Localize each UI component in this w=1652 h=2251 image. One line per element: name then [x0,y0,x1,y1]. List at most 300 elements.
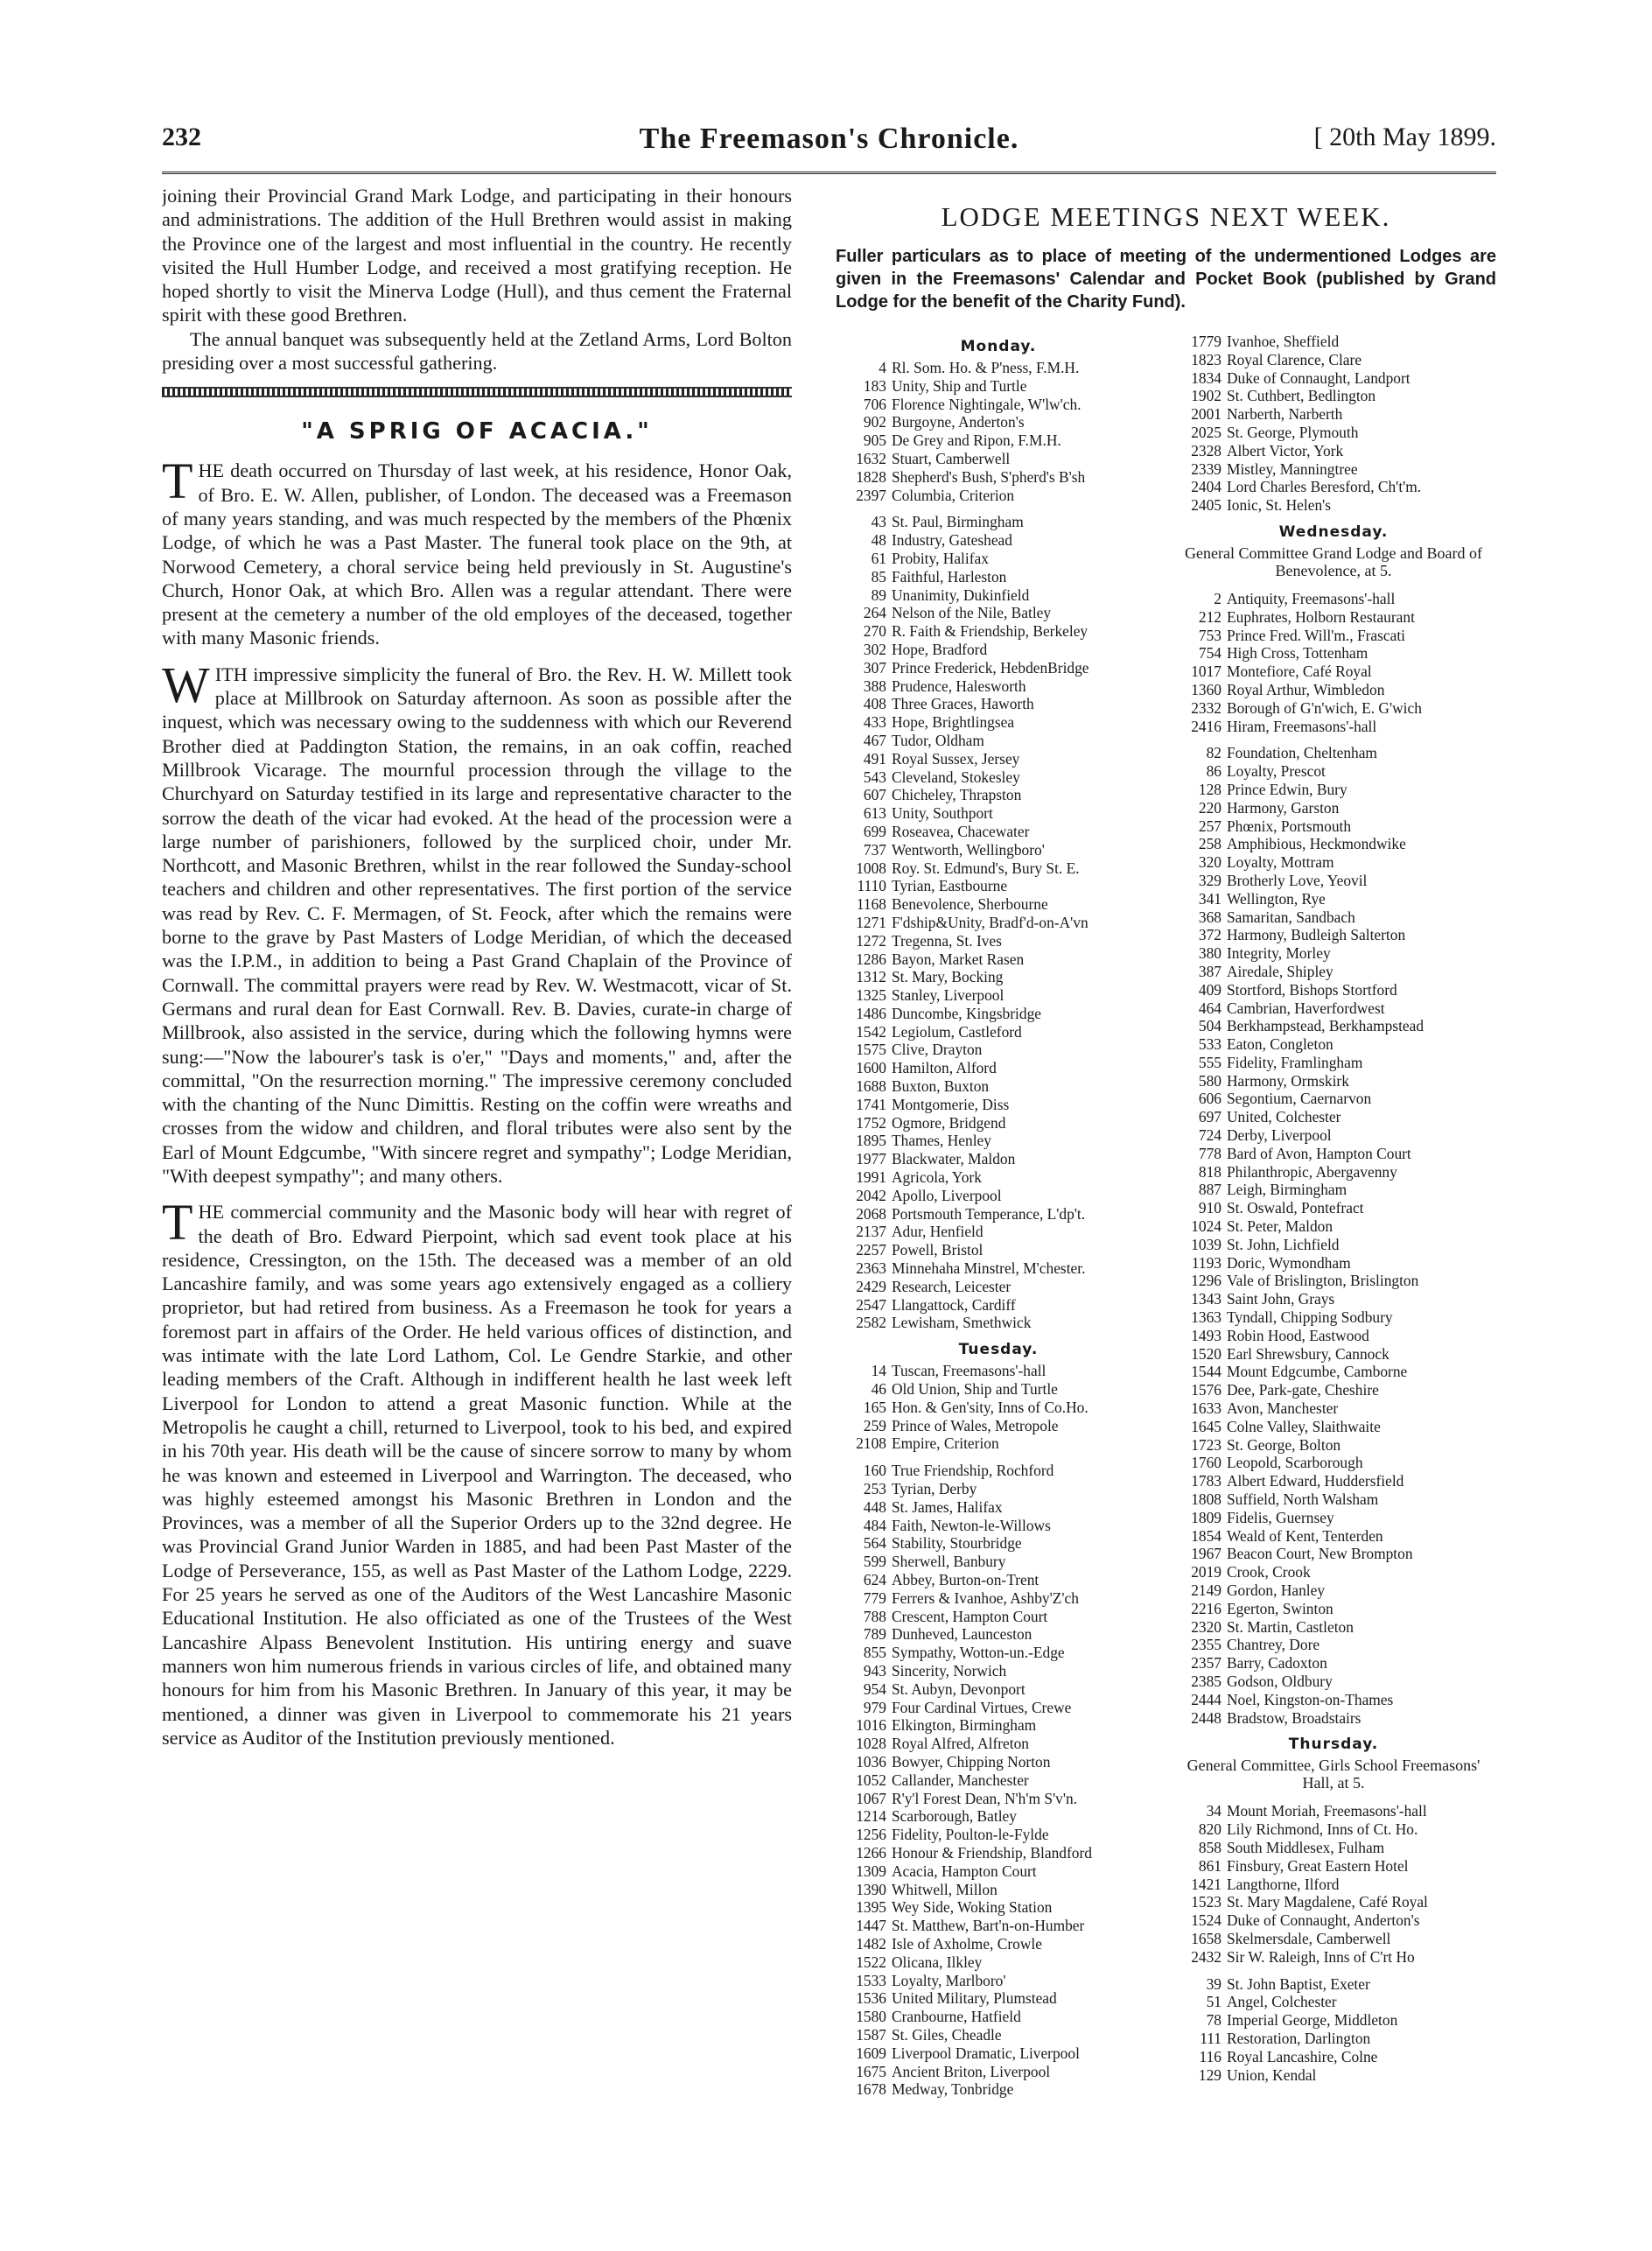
lodge-entry [836,641,1161,659]
lodge-number: 1658 [1191,1929,1222,1947]
lodge-name: Fidelity, Poulton-le-Fylde [892,1826,1049,1844]
lodge-entry [1171,1327,1496,1345]
lodge-number: 1576 [1191,1381,1222,1399]
lodge-number: 580 [1198,1071,1222,1090]
lodge-entry [1171,762,1496,781]
lodge-name: Noel, Kingston-on-Thames [1227,1690,1394,1708]
obituary-allen: THE death occurred on Thursday of last week, at his residence, Honor Oak, of Bro. E. W. Allen, publisher, of London. The deceased was a Freemason of many years standing, and was much respected by the members of the Phœnix Lodge, of which he was a Past Master. The funeral took place on the 9th, at Norwood Cemetery, a choral service being held previously in St. Augustine's Church, Honor Oak, at which Bro. Allen was a regular attendant. There were present at the cemetery a number of the old employes of the deceased, together with many Masonic friends. [162,452,792,649]
lodge-name: Earl Shrewsbury, Cannock [1227,1344,1390,1363]
lodge-number: 380 [1198,944,1222,963]
lodge-entry [1171,1709,1496,1728]
lodge-number: 1834 [1191,368,1222,387]
lodge-name: Tyrian, Derby [892,1480,977,1498]
lodge-number: 1168 [856,895,886,914]
lodge-number: 2149 [1191,1581,1222,1599]
lodge-number: 778 [1198,1144,1222,1162]
lodge-number: 943 [863,1661,886,1679]
lodge-name: Scarborough, Batley [892,1807,1017,1826]
lodge-number: 212 [1198,607,1222,626]
lodge-number: 607 [863,786,886,804]
lodge-entry [836,1881,1161,1899]
lodge-name: Albert Victor, York [1227,441,1344,459]
lodge-number: 388 [863,677,886,695]
lodge-number: 1036 [856,1752,886,1771]
lodge-name: St. Oswald, Pontefract [1227,1199,1364,1217]
lodge-entry [836,2008,1161,2026]
lodge-name: Narberth, Narberth [1227,405,1343,424]
lodge-number: 1723 [1191,1435,1222,1454]
lodge-number: 1272 [856,931,886,950]
lodge-number: 1991 [856,1168,886,1187]
lodge-name: Shepherd's Bush, S'pherd's B'sh [892,467,1086,486]
lodge-entry [836,468,1161,487]
lodge-name: Old Union, Ship and Turtle [892,1380,1058,1399]
lodge-name: St. Martin, Castleton [1227,1617,1354,1636]
right-column [836,184,1496,2197]
lodge-entry [1171,608,1496,627]
lodge-number: 2448 [1191,1708,1222,1727]
lodge-number: 484 [863,1516,886,1534]
lodge-number: 855 [863,1644,886,1662]
page-number: 232 [162,123,201,151]
lodge-number: 699 [863,822,886,840]
lodge-name: Imperial George, Middleton [1227,2011,1398,2030]
lodge-entry [836,1462,1161,1480]
lodge-number: 4 [878,359,886,376]
lodge-name: F'dship&Unity, Bradf'd-on-A'vn [892,913,1088,931]
lodge-number: 34 [1206,1802,1222,1820]
lodge-entry [836,950,1161,969]
lodge-number: 779 [863,1588,886,1607]
lodge-number: 910 [1198,1199,1222,1217]
lodge-entry [836,1517,1161,1535]
lodge-entry [1171,1145,1496,1163]
lodge-entry [1171,926,1496,944]
lodge-name: Empire, Criterion [892,1434,999,1453]
lodge-number: 2025 [1191,423,1222,441]
lodge-number: 1395 [856,1898,886,1917]
lodge-name: Olicana, Ilkley [892,1953,983,1971]
lodge-name: Hamilton, Alford [892,1059,997,1077]
lodge-name: Roseavea, Chacewater [892,822,1030,840]
lodge-name: Royal Arthur, Wimbledon [1227,680,1385,698]
lodge-number: 1902 [1191,387,1222,405]
lodge-entry [1171,442,1496,460]
lodge-name: Loyalty, Marlboro' [892,1971,1006,1989]
lodge-entry [836,1132,1161,1150]
lodge-number: 905 [863,431,886,450]
lodge-entry [836,1534,1161,1553]
lodge-number: 2385 [1191,1672,1222,1690]
lodge-group [1171,1975,1496,2085]
lodge-entry [1171,424,1496,442]
lodge-name: Hope, Bradford [892,640,988,658]
lodge-name: Duke of Connaught, Anderton's [1227,1911,1420,1930]
lodge-name: St. Peter, Maldon [1227,1217,1334,1236]
lodge-number: 1967 [1191,1545,1222,1563]
lodge-entry [1171,1911,1496,1930]
lodge-name: Philanthropic, Abergavenny [1227,1162,1397,1181]
lodge-number: 788 [863,1607,886,1625]
lodge-number: 448 [863,1497,886,1516]
lodge-name: R'y'l Forest Dean, N'h'm S'v'n. [892,1789,1078,1807]
lodge-number: 2397 [856,486,886,504]
lodge-name: Nelson of the Nile, Batley [892,604,1052,622]
lodge-entry [836,2026,1161,2044]
lodge-name: Liverpool Dramatic, Liverpool [892,2044,1080,2062]
lodge-number: 2363 [856,1259,886,1278]
lodge-name: Suffield, North Walsham [1227,1490,1379,1509]
lodge-name: St. George, Bolton [1227,1435,1341,1454]
lodge-number: 1760 [1191,1454,1222,1472]
lodge-number: 89 [871,586,886,604]
lodge-entry [1171,1236,1496,1254]
lodge-number: 1024 [1191,1217,1222,1236]
lodge-number: 1486 [856,1004,886,1022]
lodge-number: 1309 [856,1862,886,1880]
lodge-number: 624 [863,1571,886,1588]
lodge-name: Cleveland, Stokesley [892,768,1020,786]
lodge-entry [836,1168,1161,1187]
lodge-number: 1447 [856,1917,886,1935]
day-heading-tuesday: Tuesday. [958,1341,1039,1359]
lodge-name: Tyrian, Eastbourne [892,877,1008,895]
lodge-number: 1271 [856,913,886,931]
lodge-entry [836,1399,1161,1417]
lodge-entry [1171,1509,1496,1527]
lodge-number: 111 [1200,2029,1222,2047]
lodge-entry [1171,981,1496,999]
lodge-entry [1171,872,1496,890]
lodge-number: 753 [1198,626,1222,644]
lodge-name: Duncombe, Kingsbridge [892,1004,1041,1022]
lodge-entry [1171,799,1496,817]
lodge-name: Euphrates, Holborn Restaurant [1227,607,1415,626]
lodge-name: True Friendship, Rochford [892,1462,1054,1480]
lodge-number: 86 [1206,762,1222,781]
lodge-name: Dunheved, Launceston [892,1625,1032,1644]
lodge-number: 1580 [856,2008,886,2026]
lodge-name: Benevolence, Sherbourne [892,895,1048,914]
lodge-name: Mistley, Manningtree [1227,459,1358,478]
lodge-name: Elkington, Birmingham [892,1716,1037,1735]
lodge-group [1171,333,1496,515]
lodge-entry [1171,1857,1496,1876]
lodge-number: 820 [1198,1820,1222,1839]
lodge-entry [836,396,1161,414]
lodge-number: 1052 [856,1771,886,1789]
lodge-entry [836,1241,1161,1259]
meeting-note: General Committee Grand Lodge and Board of Benevolence, at 5. [1185,543,1482,579]
lodge-entry [1171,1472,1496,1490]
lodge-name: Mount Edgcumbe, Camborne [1227,1363,1408,1381]
issue-date: [ 20th May 1899. [1313,123,1496,151]
lodge-entry [1171,1993,1496,2011]
lodge-number: 2547 [856,1295,886,1314]
lodge-number: 2068 [856,1204,886,1223]
lodge-entry [1171,1108,1496,1126]
lodge-number: 1542 [856,1022,886,1041]
lodge-name: St. Matthew, Bart'n-on-Humber [892,1917,1085,1935]
lodge-entry [1171,1090,1496,1108]
lodge-entry [836,1826,1161,1844]
lodge-name: Godson, Oldbury [1227,1672,1333,1690]
lodge-entry [1171,1381,1496,1399]
lodge-entry [1171,1054,1496,1072]
lodge-name: Ancient Briton, Liverpool [892,2062,1051,2080]
lodge-entry [1171,1930,1496,1948]
lodge-name: Brotherly Love, Yeovil [1227,871,1368,889]
lodge-number: 737 [863,840,886,859]
lodge-name: Hiram, Freemasons'-hall [1227,717,1377,735]
lodge-number: 491 [863,749,886,768]
lodge-number: 43 [871,513,886,531]
lodge-number: 61 [871,549,886,567]
lodge-entry [1171,2030,1496,2048]
lodge-name: Montgomerie, Diss [892,1095,1010,1113]
lodge-entry [1171,1254,1496,1273]
lodge-name: Acacia, Hampton Court [892,1862,1037,1880]
lodge-number: 467 [863,731,886,749]
lodge-number: 85 [871,567,886,586]
lodge-name: Weald of Kent, Tenterden [1227,1526,1383,1545]
lodge-number: 1823 [1191,350,1222,368]
lodge-entry [836,677,1161,696]
lodge-group [836,1462,1161,2099]
lodge-entry [1171,1072,1496,1090]
lodge-name: Isle of Axholme, Crowle [892,1934,1042,1953]
lodge-entry [1171,1199,1496,1217]
lodge-number: 2108 [856,1434,886,1453]
lodge-number: 1536 [856,1989,886,2008]
lodge-entry [836,1699,1161,1717]
lodge-number: 2405 [1191,496,1222,515]
lodge-entry [1171,1272,1496,1290]
lodge-name: Samaritan, Sandbach [1227,908,1355,926]
lodge-entry [836,1662,1161,1680]
lodge-entry [1171,351,1496,369]
lodge-number: 1363 [1191,1308,1222,1327]
lodge-name: Mount Moriah, Freemasons'-hall [1227,1802,1427,1820]
lodge-name: Wey Side, Woking Station [892,1898,1053,1917]
lodge-name: Sympathy, Wotton-un.-Edge [892,1644,1065,1662]
obituary-pierpoint: THE commercial community and the Masonic body will hear with regret of the death of Bro. Edward Pierpoint, which sad event took place at his residence, Cressington, on the 15th. The deceased was a member of an old Lancashire family, and was some years ago extensively engaged as a colliery proprietor, but had retired from business. As a Freemason he took for years a foremost part in affairs of the Order. He held various offices of distinction, and was intimate with the late Lord Lathom, Col. Le Gendre Starkie, and other leading members of the Craft. Although in indifferent health he last week left Liverpool for London to attend a great Masonic function. While at the Metropolis he caught a chill, returned to Liverpool, took to his bed, and expired in his 70th year. His death will be the cause of sincere sorrow to many by whom he was known and esteemed in Liverpool and Warrington. The deceased, who was highly esteemed amongst his Masonic Brethren in London and the Provinces, was a member of all the Superior Orders up to the 32nd degree. He was Provincial Grand Junior Warden in 1885, and had been Past Master of the Lodge of Perseverance, 155, as well as Past Master of the Lathom Lodge, 2229. For 25 years he served as one of the Auditors of the West Lancashire Masonic Educational Institution. He also officiated as one of the Trustees of the West Lancashire Alpass Benevolent Institution. His untiring energy and suave manners won him numerous friends in various circles of life, and obtained many honours for him from his Masonic Brethren. In January of this year, it may be mentioned, a dinner was given in Liverpool to commemorate his 21 years service as Auditor of the Institution previously mentioned. [162,1194,792,1749]
lodge-number: 1523 [1191,1893,1222,1911]
lodge-number: 1524 [1191,1911,1222,1930]
lodge-number: 706 [863,395,886,413]
lodge-number: 1360 [1191,680,1222,698]
lodge-entry [1171,1948,1496,1967]
lodge-name: Sincerity, Norwich [892,1661,1007,1679]
lodge-name: Four Cardinal Virtues, Crewe [892,1698,1072,1716]
lodge-number: 2432 [1191,1947,1222,1966]
lodge-number: 2582 [856,1314,886,1332]
lodge-group [1171,1802,1496,1966]
lodge-number: 2416 [1191,717,1222,735]
lodge-name: Derby, Liverpool [1227,1126,1332,1145]
lodge-entry [836,1096,1161,1114]
lodge-entry [1171,1820,1496,1839]
lodge-number: 861 [1198,1856,1222,1875]
lodge-number: 902 [863,413,886,431]
lodge-name: Apollo, Liverpool [892,1186,1002,1204]
lodge-number: 1895 [856,1132,886,1150]
lodge-entry [1171,627,1496,645]
lodge-entry [836,1735,1161,1753]
lodge-number: 887 [1198,1181,1222,1199]
lodge-name: Honour & Friendship, Blandford [892,1843,1092,1862]
lodge-entry [836,2080,1161,2099]
lodge-entry [836,659,1161,677]
lodge-number: 2320 [1191,1617,1222,1636]
lodge-number: 724 [1198,1126,1222,1145]
lodge-name: Barry, Cadoxton [1227,1654,1327,1672]
lodge-name: Legiolum, Castleford [892,1022,1022,1041]
lodge-name: Gordon, Hanley [1227,1581,1326,1599]
lodge-entry [836,1480,1161,1498]
lodge-number: 1067 [856,1789,886,1807]
lodge-number: 1312 [856,968,886,986]
lodge-name: St. Giles, Cheadle [892,2025,1002,2044]
lodge-number: 372 [1198,926,1222,944]
lodge-entry [836,359,1161,377]
lodge-entry [836,1553,1161,1571]
lodge-number: 1675 [856,2062,886,2080]
lodge-entry [1171,2066,1496,2085]
lodge-name: Roy. St. Edmund's, Bury St. E. [892,859,1080,877]
lodge-group [836,359,1161,504]
lodge-number: 302 [863,640,886,658]
lodge-name: Probity, Halifax [892,549,989,567]
lodge-entry [836,1571,1161,1589]
lodge-name: Royal Lancashire, Colne [1227,2047,1378,2065]
lodge-number: 1779 [1191,333,1222,350]
lodge-name: Tudor, Oldham [892,731,984,749]
lodge-entry [836,431,1161,450]
lodge-entry [836,932,1161,950]
lodge-number: 183 [863,376,886,395]
lodge-entry [1171,644,1496,663]
lodge-entry [1171,590,1496,608]
lodge-name: United Military, Plumstead [892,1989,1057,2008]
lodge-number: 1421 [1191,1875,1222,1893]
lodge-number: 51 [1206,1993,1222,2011]
lodge-number: 1741 [856,1095,886,1113]
lodge-name: Clive, Drayton [892,1041,983,1059]
lodge-name: Harmony, Garston [1227,798,1340,817]
lodge-number: 253 [863,1480,886,1498]
lodge-name: Albert Edward, Huddersfield [1227,1472,1404,1490]
lodge-name: Ivanhoe, Sheffield [1227,333,1340,350]
lodge-name: Airedale, Shipley [1227,962,1334,980]
lodge-entry [1171,1975,1496,1994]
lodge-name: Abbey, Burton-on-Trent [892,1571,1040,1588]
day-heading-wednesday: Wednesday. [1278,522,1389,541]
lodge-entry [836,1898,1161,1917]
lodge-entry [1171,1345,1496,1364]
lodge-number: 2042 [856,1186,886,1204]
lodge-number: 78 [1206,2011,1222,2030]
lodge-number: 1633 [1191,1399,1222,1418]
lodge-name: Bradstow, Broadstairs [1227,1708,1362,1727]
lodge-name: Vale of Brislington, Brislington [1227,1272,1419,1290]
lodge-number: 1808 [1191,1490,1222,1509]
lodge-entry [1171,496,1496,515]
lodge-number: 82 [1206,744,1222,762]
lodge-entry [1171,1363,1496,1381]
lodge-number: 1809 [1191,1508,1222,1526]
lodge-entry [836,1150,1161,1168]
lodge-number: 433 [863,713,886,732]
lodge-name: Montefiore, Café Royal [1227,663,1372,681]
article-title: "A SPRIG OF ACACIA." [301,418,653,445]
publication-title: The Freemason's Chronicle. [639,123,1019,155]
lodge-subcolumn-1 [836,333,1161,2107]
lodge-name: Royal Sussex, Jersey [892,749,1020,768]
lodge-name: Eaton, Congleton [1227,1035,1334,1054]
lodge-entry [1171,460,1496,479]
lodge-entry [1171,1126,1496,1145]
lodge-group [1171,590,1496,735]
lodge-name: Saint John, Grays [1227,1290,1335,1308]
lodge-entry [1171,1399,1496,1418]
lodge-entry [836,377,1161,396]
lodge-name: Minnehaha Minstrel, M'chester. [892,1259,1086,1278]
lodge-name: Prince Edwin, Bury [1227,780,1348,798]
lodge-name: Tyndall, Chipping Sodbury [1227,1308,1393,1327]
lodge-entry [836,1917,1161,1935]
lodge-entry [836,732,1161,750]
lodge-name: Columbia, Criterion [892,486,1015,504]
lodge-name: Buxton, Buxton [892,1077,990,1096]
lodge-entry [1171,1017,1496,1035]
lodge-entry [836,1935,1161,1953]
lodge-name: Burgoyne, Anderton's [892,413,1025,431]
lodge-number: 160 [863,1462,886,1480]
lodge-name: Phœnix, Portsmouth [1227,817,1352,835]
lodge-number: 128 [1198,780,1222,798]
lodge-number: 2429 [856,1277,886,1295]
lodge-name: High Cross, Tottenham [1227,644,1368,663]
lodge-name: Finsbury, Great Eastern Hotel [1227,1856,1409,1875]
lodge-number: 1645 [1191,1417,1222,1435]
lodge-entry [1171,1802,1496,1820]
lodge-name: Egerton, Swinton [1227,1599,1334,1617]
lodge-entry [1171,1876,1496,1894]
lodge-entry [1171,1217,1496,1236]
lodge-entry [1171,1563,1496,1581]
lodge-entry [836,1807,1161,1826]
lodge-entry [836,2044,1161,2063]
lodge-number: 818 [1198,1162,1222,1181]
lodge-name: Prudence, Halesworth [892,677,1026,695]
lodge-entry [1171,699,1496,718]
lodge-entry [836,1114,1161,1133]
lodge-entry [1171,405,1496,424]
lodge-number: 858 [1198,1838,1222,1856]
lodge-group [836,1362,1161,1453]
lodge-number: 599 [863,1553,886,1571]
lodge-name: Loyalty, Prescot [1227,762,1326,781]
lodge-number: 2 [1214,589,1222,607]
lodge-name: Integrity, Morley [1227,944,1331,963]
lodge-number: 504 [1198,1017,1222,1035]
lodge-name: Three Graces, Haworth [892,695,1034,713]
lodge-number: 270 [863,622,886,641]
lodge-entry [1171,478,1496,496]
lodge-entry [836,859,1161,878]
lodge-entry [1171,1893,1496,1911]
